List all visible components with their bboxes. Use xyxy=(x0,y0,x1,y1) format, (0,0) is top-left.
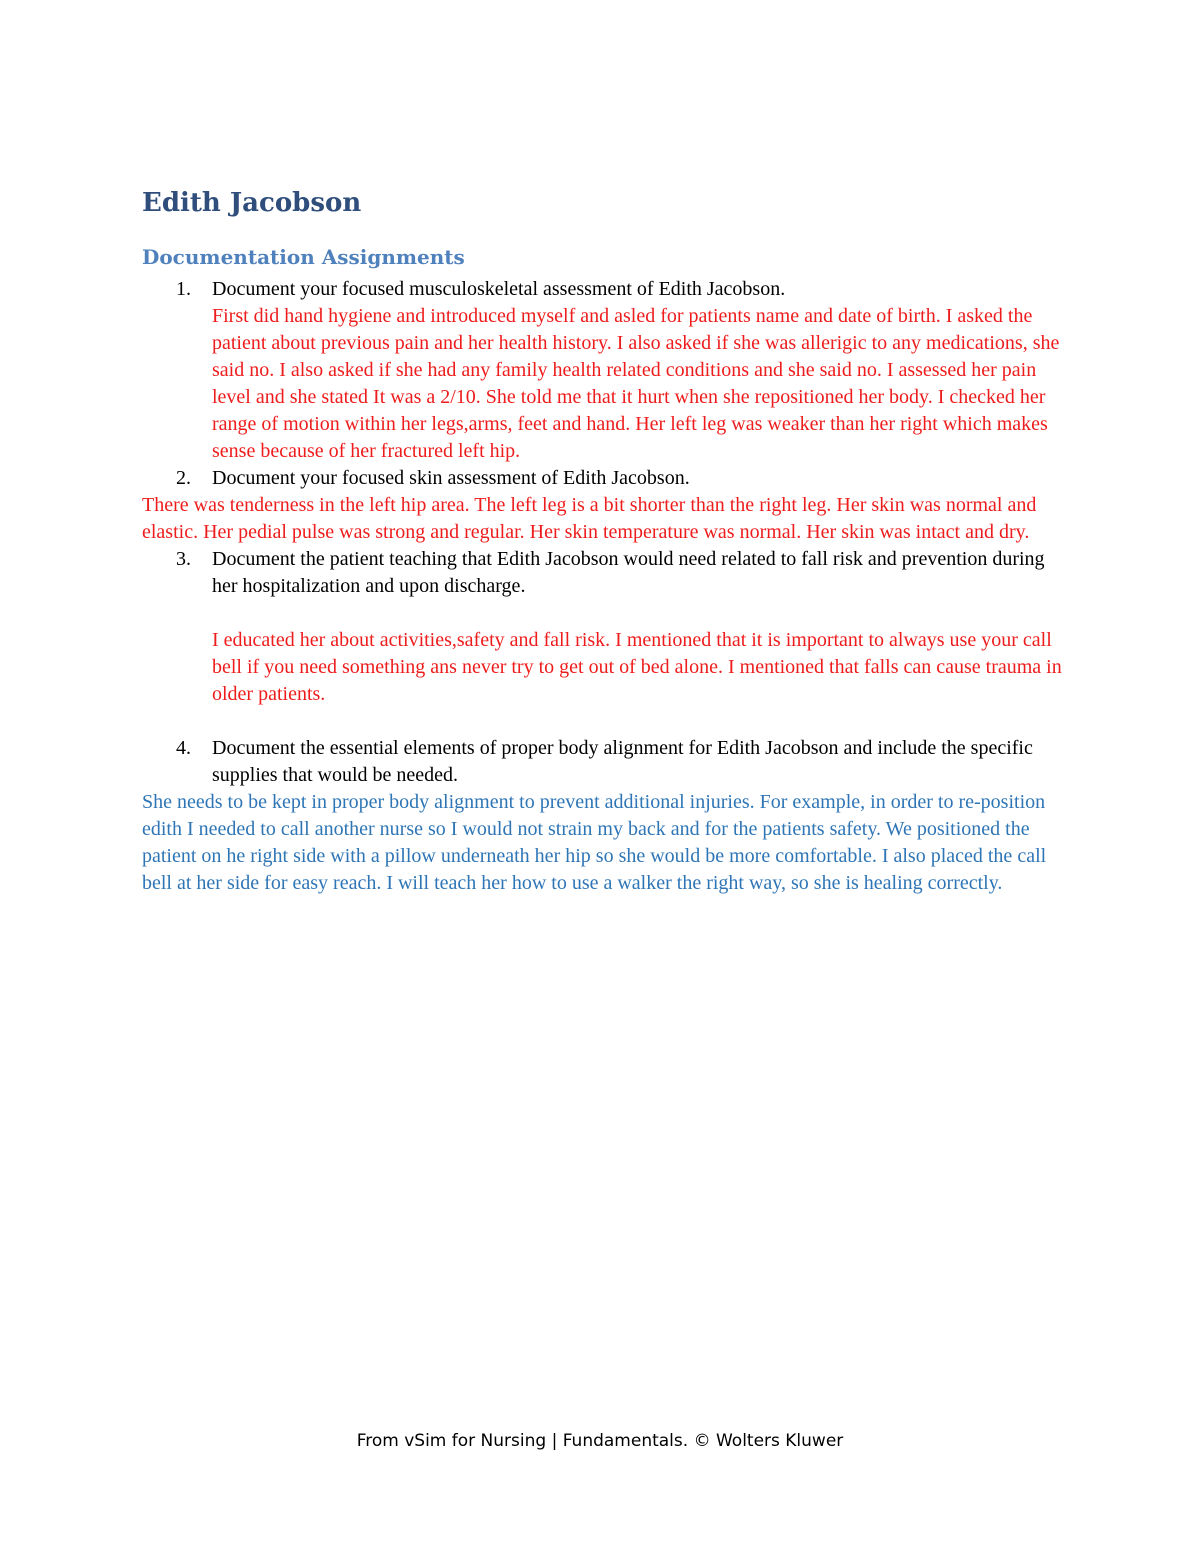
document-title: Edith Jacobson xyxy=(142,188,362,218)
assignment-answer-3: I educated her about activities,safety and fall risk. I mentioned that it is important to always use your call bell if you need something ans never try to get out of bed alone. I mentioned that falls can cause trauma in older patients. xyxy=(212,629,1062,705)
assignment-question: Document your focused skin assessment of Edith Jacobson. xyxy=(212,467,690,489)
item-number: 1. xyxy=(176,278,191,300)
assignment-item-1 xyxy=(142,276,1062,303)
assignment-question: Document the essential elements of proper body alignment for Edith Jacobson and include the specific supplies that would be needed. xyxy=(212,737,1033,786)
assignment-answer-1: First did hand hygiene and introduced myself and asled for patients name and date of birth. I asked the patient about previous pain and her health history. I also asked if she was allerigic to any medications, she said no. I also asked if she had any family health related conditions and she said no. I assessed her pain level and she stated It was a 2/10. She told me that it hurt when she repositioned her body. I checked her range of motion within her legs,arms, feet and hand. Her left leg was weaker than her right which makes sense because of her fractured left hip. xyxy=(212,305,1060,462)
assignment-item-4 xyxy=(142,735,1062,789)
assignment-answer-2: There was tenderness in the left hip area. The left leg is a bit shorter than the right leg. Her skin was normal and elastic. Her pedial pulse was strong and regular. Her skin temperature was normal. Her skin was intact and dry. xyxy=(142,494,1037,543)
assignment-answer-4: She needs to be kept in proper body alignment to prevent additional injuries. For example, in order to re-position edith I needed to call another nurse so I would not strain my back and for the patients safety. We positioned the patient on he right side with a pillow underneath her hip so she would be more comfortable. I also placed the call bell at her side for easy reach. I will teach her how to use a walker the right way, so she is healing correctly. xyxy=(142,791,1047,894)
assignment-question: Document your focused musculoskeletal assessment of Edith Jacobson. xyxy=(212,278,786,300)
assignment-item-3 xyxy=(142,546,1062,600)
assignment-item-2 xyxy=(142,465,1062,492)
blank-line xyxy=(142,600,1062,627)
assignment-list xyxy=(142,276,1062,897)
item-number: 4. xyxy=(176,737,191,759)
page-footer: From vSim for Nursing | Fundamentals. © Wolters Kluwer xyxy=(356,1431,844,1451)
item-number: 3. xyxy=(176,548,191,570)
blank-line xyxy=(142,708,1062,735)
assignment-question: Document the patient teaching that Edith Jacobson would need related to fall risk and prevention during her hospitalization and upon discharge. xyxy=(212,548,1045,597)
section-heading: Documentation Assignments xyxy=(142,245,465,269)
item-number: 2. xyxy=(176,467,191,489)
